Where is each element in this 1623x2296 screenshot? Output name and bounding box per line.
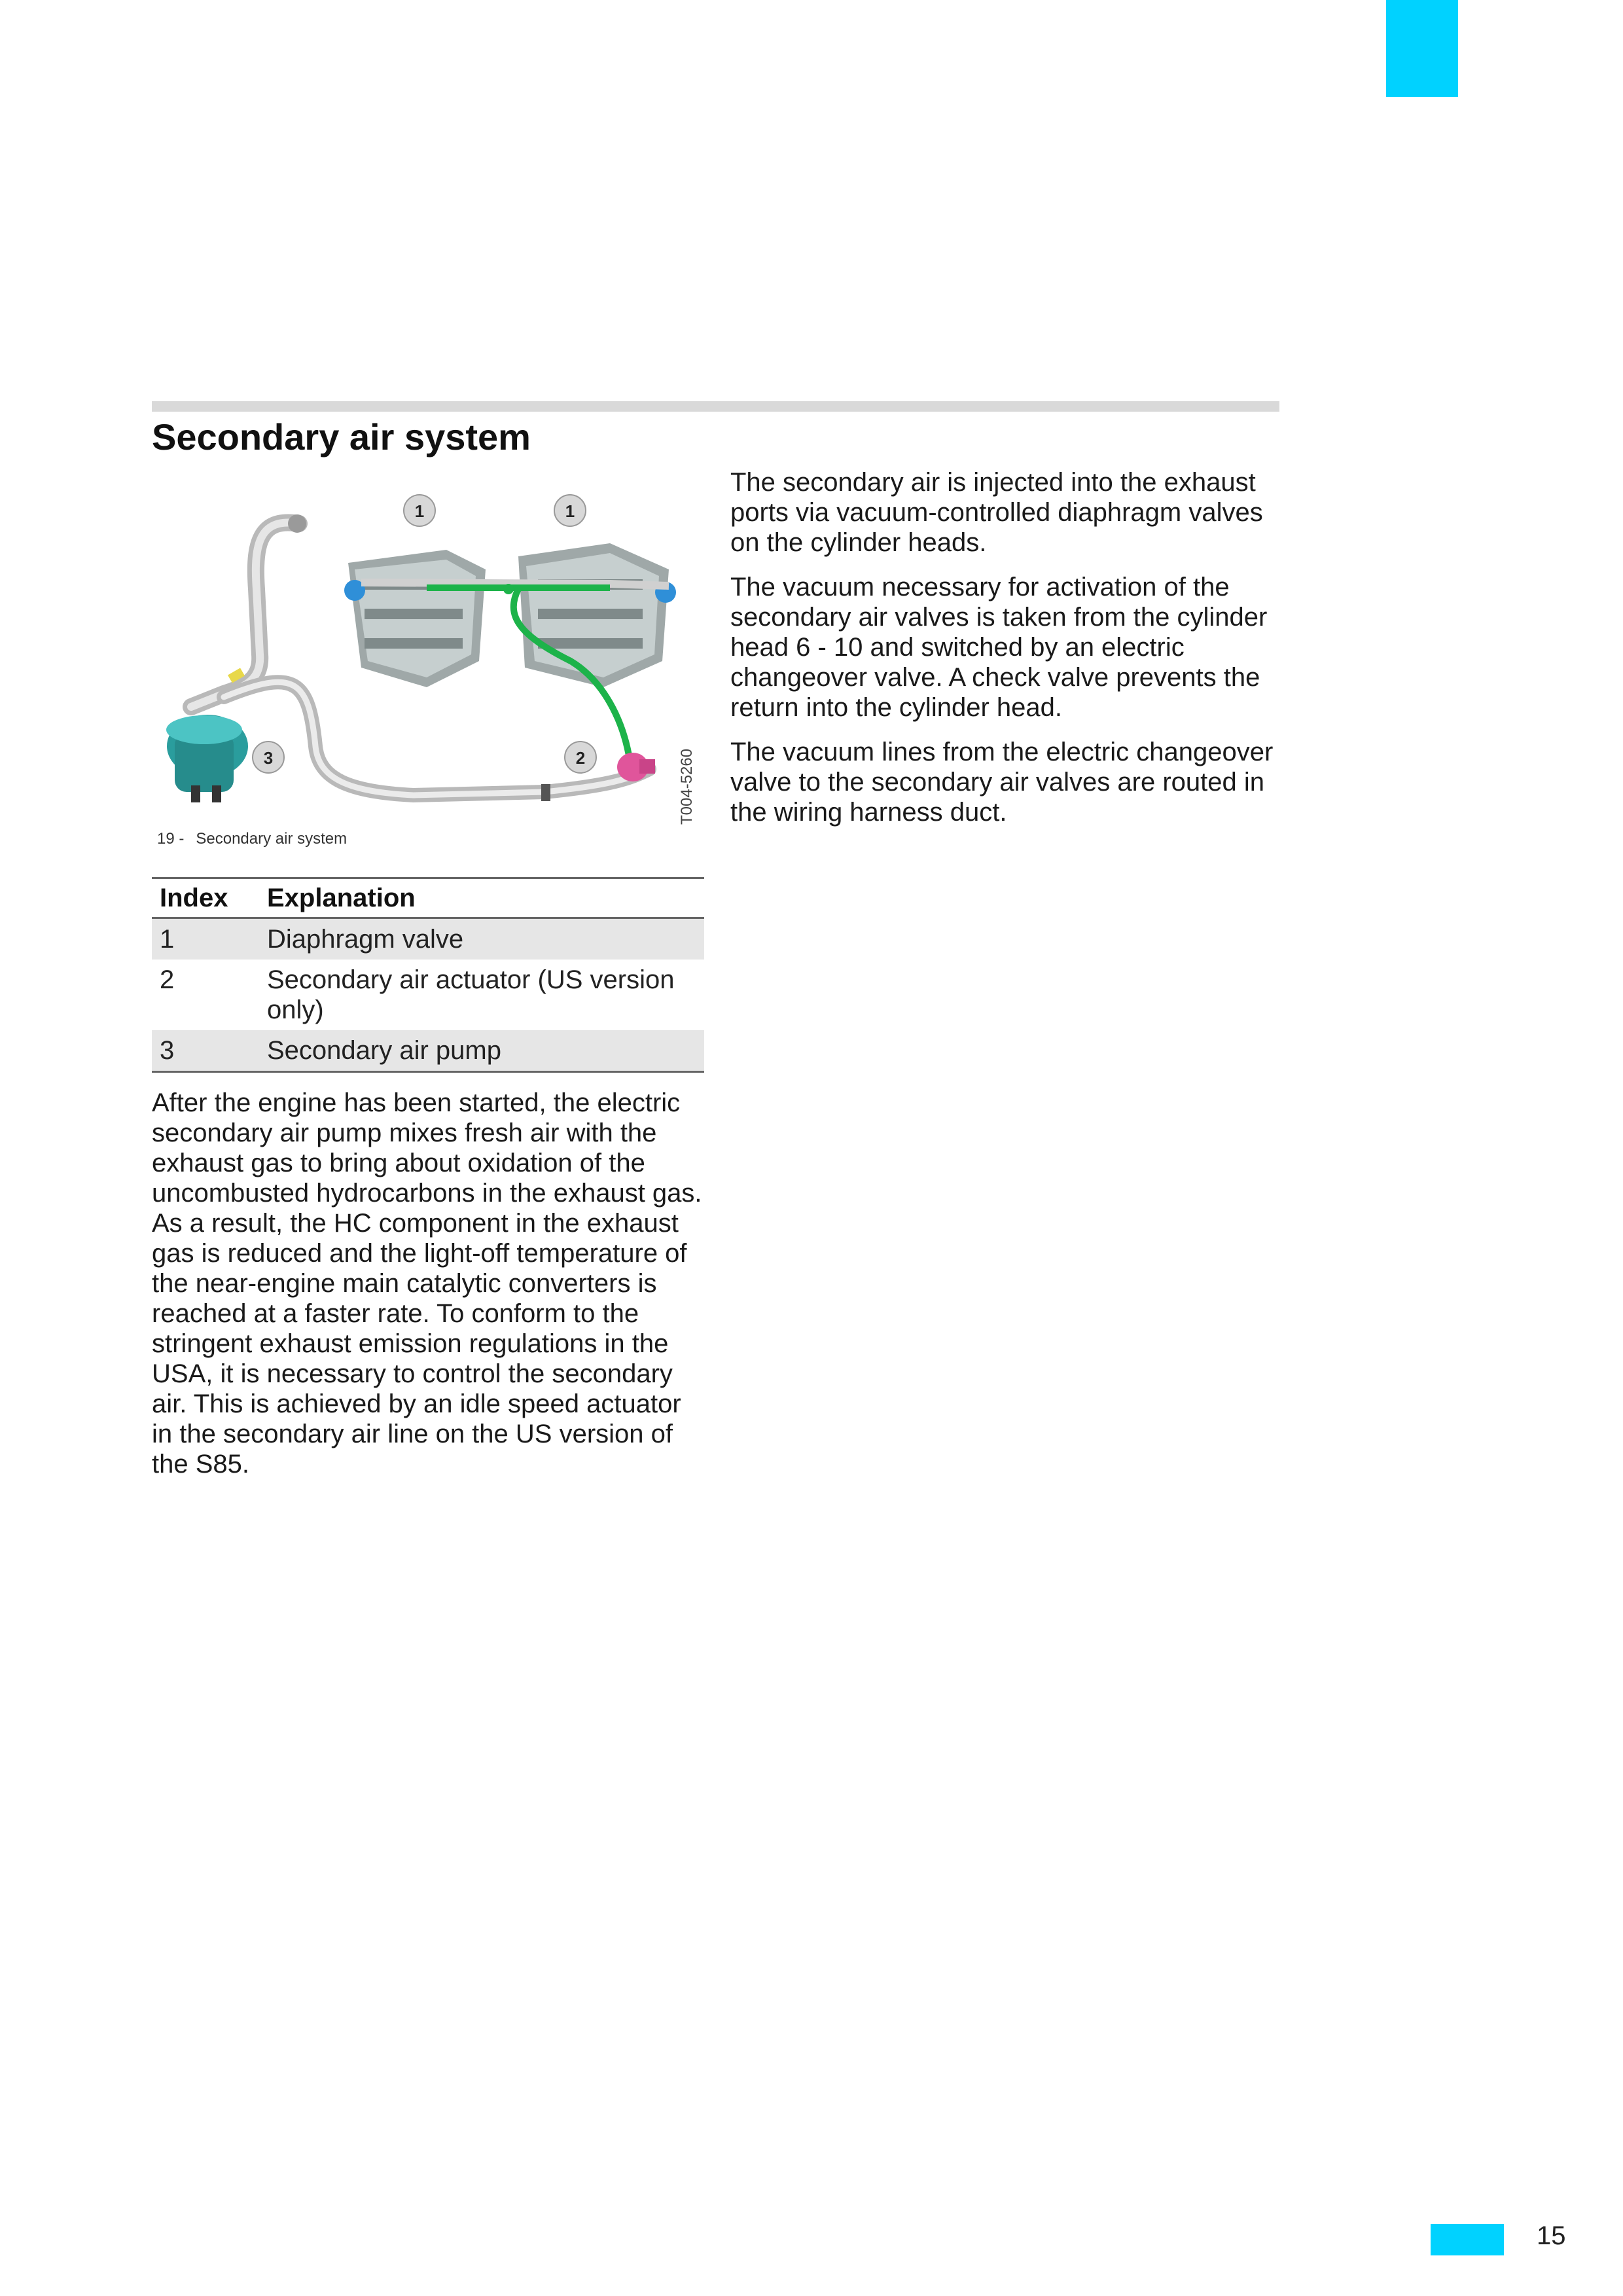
cylinder-head-left: [344, 550, 486, 687]
callout-3: [253, 742, 284, 773]
section-title: Secondary air system: [152, 416, 531, 457]
page-number: 15: [1537, 2221, 1566, 2250]
secondary-air-pump-shape: [166, 715, 248, 802]
svg-text:3: 3: [263, 748, 274, 768]
cylinder-head-right: [518, 543, 676, 687]
table-cell-index: 1: [152, 918, 259, 960]
body-paragraph-right-1: The secondary air is injected into the exhaust ports via vacuum-controlled diaphragm valves on the cylinder heads.: [730, 468, 1263, 557]
table-row: [152, 960, 704, 1030]
svg-text:1: 1: [414, 501, 425, 521]
table-row: [152, 1030, 704, 1072]
callout-2: [565, 742, 596, 773]
table-header-index: Index: [152, 878, 259, 918]
figure-caption: [157, 830, 347, 848]
section-tab-marker: [1386, 0, 1458, 97]
table-cell-index: 3: [152, 1030, 259, 1072]
table-cell-explanation: Secondary air actuator (US version only): [267, 965, 675, 1024]
figure-caption-text: Secondary air system: [196, 830, 348, 848]
body-paragraph-right-2: The vacuum necessary for activation of the secondary air valves is taken from the cylinder head 6 - 10 and switched by an electric changeover valve. A check valve prevents the return into the cylinder head.: [730, 573, 1268, 722]
table-cell-explanation: Diaphragm valve: [259, 918, 704, 960]
callout-1-left: [404, 495, 435, 526]
callout-1-right: [554, 495, 586, 526]
body-paragraph-left: After the engine has been started, the electric secondary air pump mixes fresh air with the exhaust gas to bring about oxidation of the uncombusted hydrocarbons in the exhaust gas. As a result, the HC component in the exhaust gas is reduced and the light-off temperature of the near-engine main catalytic converters is reached at a faster rate. To conform to the stringent exhaust emission regulations in the USA, it is necessary to control the secondary air. This is achieved by an idle speed actuator in the secondary air line on the US version of the S85.: [152, 1088, 702, 1479]
svg-text:2: 2: [575, 748, 586, 768]
table-cell-index: 2: [160, 965, 175, 994]
section-rule: [152, 401, 1279, 412]
index-table: [152, 877, 704, 1073]
body-paragraph-right-3: The vacuum lines from the electric changeover valve to the secondary air valves are routed in the wiring harness duct.: [730, 738, 1274, 827]
table-row: [152, 918, 704, 960]
secondary-air-system-illustration: [152, 471, 702, 851]
figure-code: T004-5260: [678, 748, 696, 825]
figure-caption-number: 19 -: [157, 830, 185, 848]
svg-text:1: 1: [565, 501, 575, 521]
table-cell-explanation: Secondary air pump: [259, 1030, 704, 1072]
secondary-air-actuator-shape: [617, 753, 655, 781]
page-tab-marker: [1431, 2224, 1504, 2255]
table-header-row: [152, 878, 704, 918]
right-column: [730, 467, 1287, 842]
table-header-explanation: Explanation: [259, 878, 704, 918]
